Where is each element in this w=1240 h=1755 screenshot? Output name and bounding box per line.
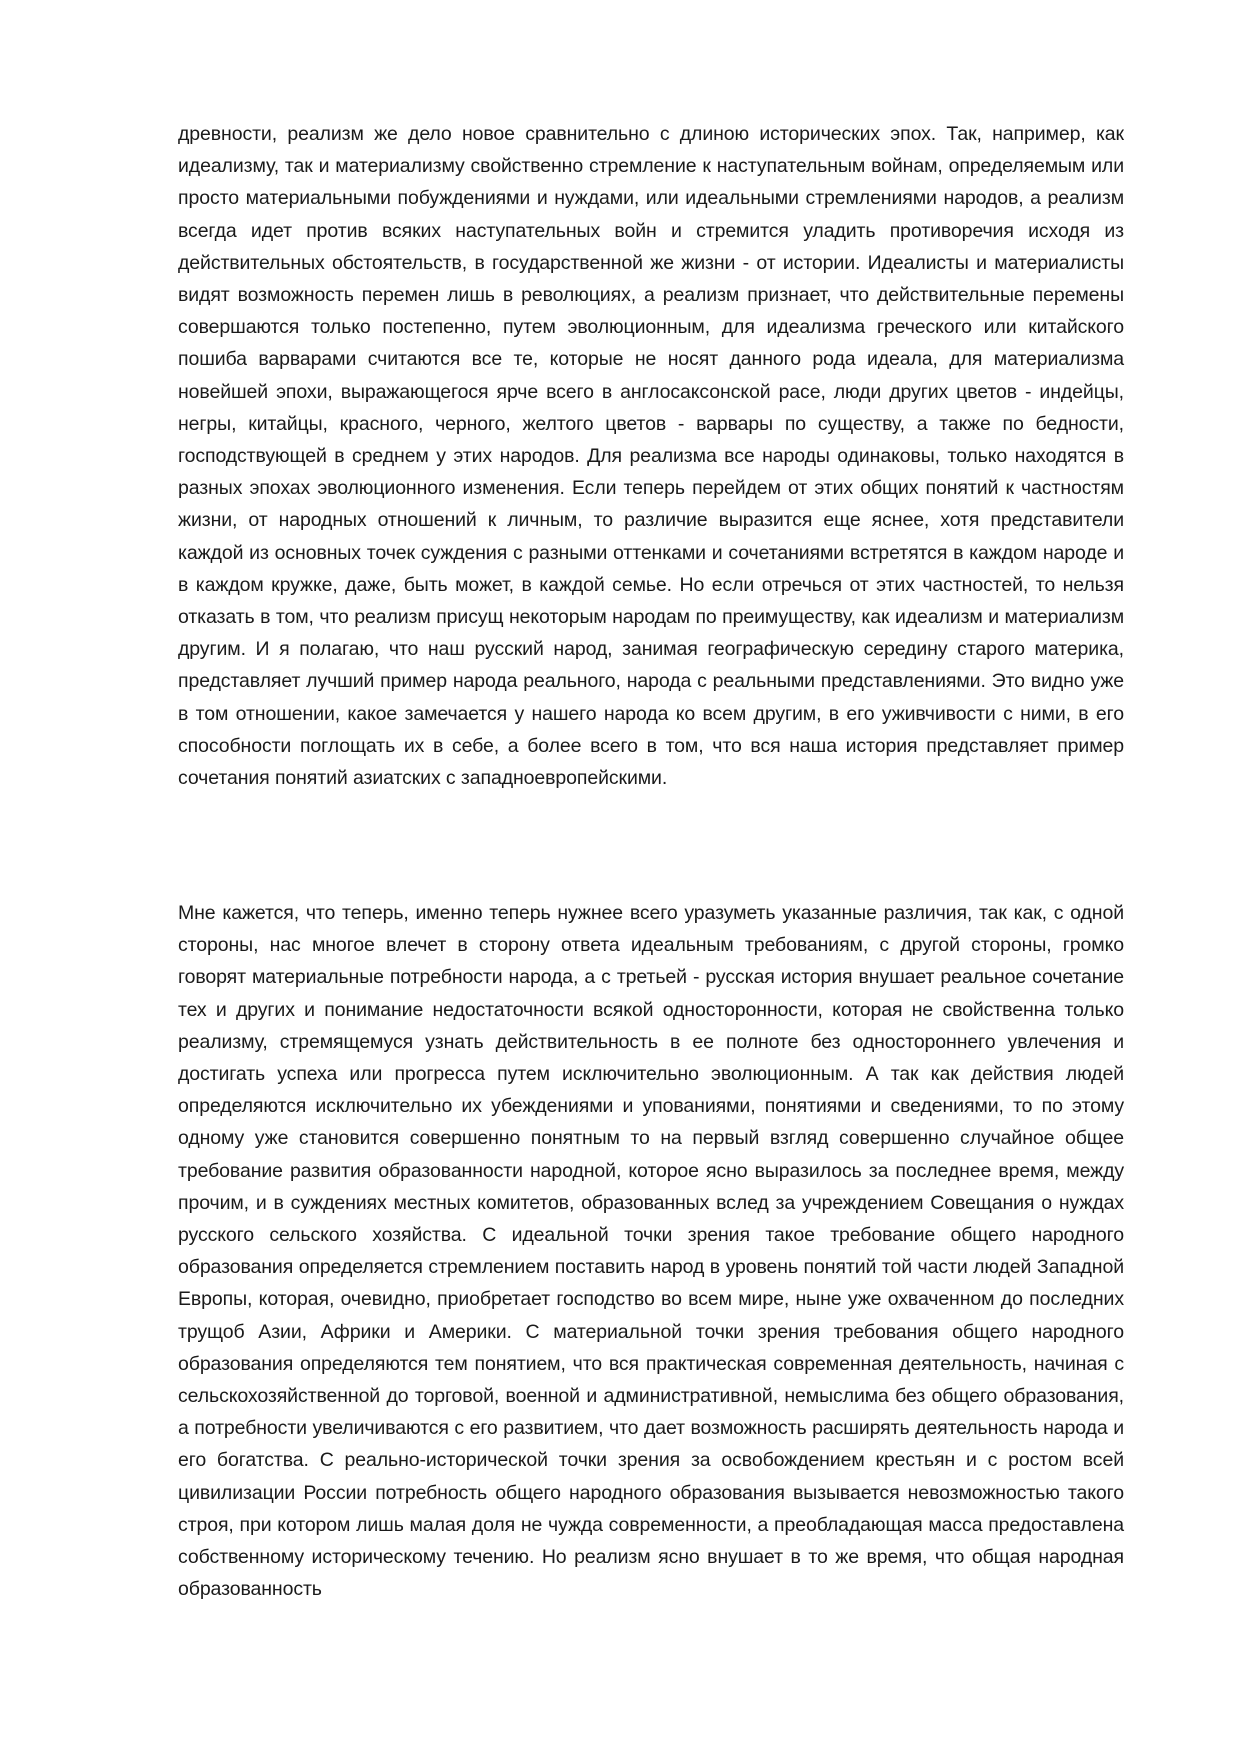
paragraph-1: древности, реализм же дело новое сравнительно с длиною исторических эпох. Так, например, как идеализму, так и материализму свойственно стремление к наступательным войнам, определяемым или просто материальными побуждениями и нуждами, или идеальными стремлениями народов, а реализм всегда идет против всяких наступательных войн и стремится уладить противоречия исходя из действительных обстоятельств, в государственной же жизни - от истории. Идеалисты и материалисты видят возможность перемен лишь в революциях, а реализм признает, что действительные перемены совершаются только постепенно, путем эволюционным, для идеализма греческого или китайского пошиба варварами считаются все те, которые не носят данного рода идеала, для материализма новейшей эпохи, выражающегося ярче всего в англосаксонской расе, люди других цветов - индейцы, негры, китайцы, красного, черного, желтого цветов - варвары по существу, а также по бедности, господствующей в среднем у этих народов. Для реализма все народы одинаковы, только находятся в разных эпохах эволюционного изменения. Если теперь перейдем от этих общих понятий к частностям жизни, от народных отношений к личным, то различие выразится еще яснее, хотя представители каждой из основных точек суждения с разными оттенками и сочетаниями встретятся в каждом народе и в каждом кружке, даже, быть может, в каждой семье. Но если отречься от этих частностей, то нельзя отказать в том, что реализм присущ некоторым народам по преимуществу, как идеализм и материализм другим. И я полагаю, что наш русский народ, занимая географическую середину старого материка, представляет лучший пример народа реального, народа с реальными представлениями. Это видно уже в том отношении, какое замечается у нашего народа ко всем другим, в его уживчивости с ними, в его способности поглощать их в себе, а более всего в том, что вся наша история представляет пример сочетания понятий азиатских с западноевропейскими. [178, 123, 1124, 790]
paragraph-2: Мне кажется, что теперь, именно теперь нужнее всего уразуметь указанные различия, так как, с одной стороны, нас многое влечет в сторону ответа идеальным требованиям, с другой стороны, громко говорят материальные потребности народа, а с третьей - русская история внушает реальное сочетание тех и других и понимание недостаточности всякой односторонности, которая не свойственна только реализму, стремящемуся узнать действительность в ее полноте без одностороннего увлечения и достигать успеха или прогресса путем исключительно эволюционным. А так как действия людей определяются исключительно их убеждениями и упованиями, понятиями и сведениями, то по этому одному уже становится совершенно понятным то на первый взгляд совершенно случайное общее требование развития образованности народной, которое ясно выразилось за последнее время, между прочим, и в суждениях местных комитетов, образованных вслед за учреждением Совещания о нуждах русского сельского хозяйства. С идеальной точки зрения такое требование общего народного образования определяется стремлением поставить народ в уровень понятий той части людей Западной Европы, которая, очевидно, приобретает господство во всем мире, ныне уже охваченном до последних трущоб Азии, Африки и Америки. С материальной точки зрения требования общего народного образования определяются тем понятием, что вся практическая современная деятельность, начиная с сельскохозяйственной до торговой, военной и административной, немыслима без общего образования, а потребности увеличиваются с его развитием, что дает возможность расширять деятельность народа и его богатства. С реально-исторической точки зрения за освобождением крестьян и с ростом всей цивилизации России потребность общего народного образования вызывается невозможностью такого строя, при котором лишь малая доля не чужда современности, а преобладающая масса предоставлена собственному историческому течению. Но реализм ясно внушает в то же время, что общая народная образованность [178, 902, 1124, 1601]
